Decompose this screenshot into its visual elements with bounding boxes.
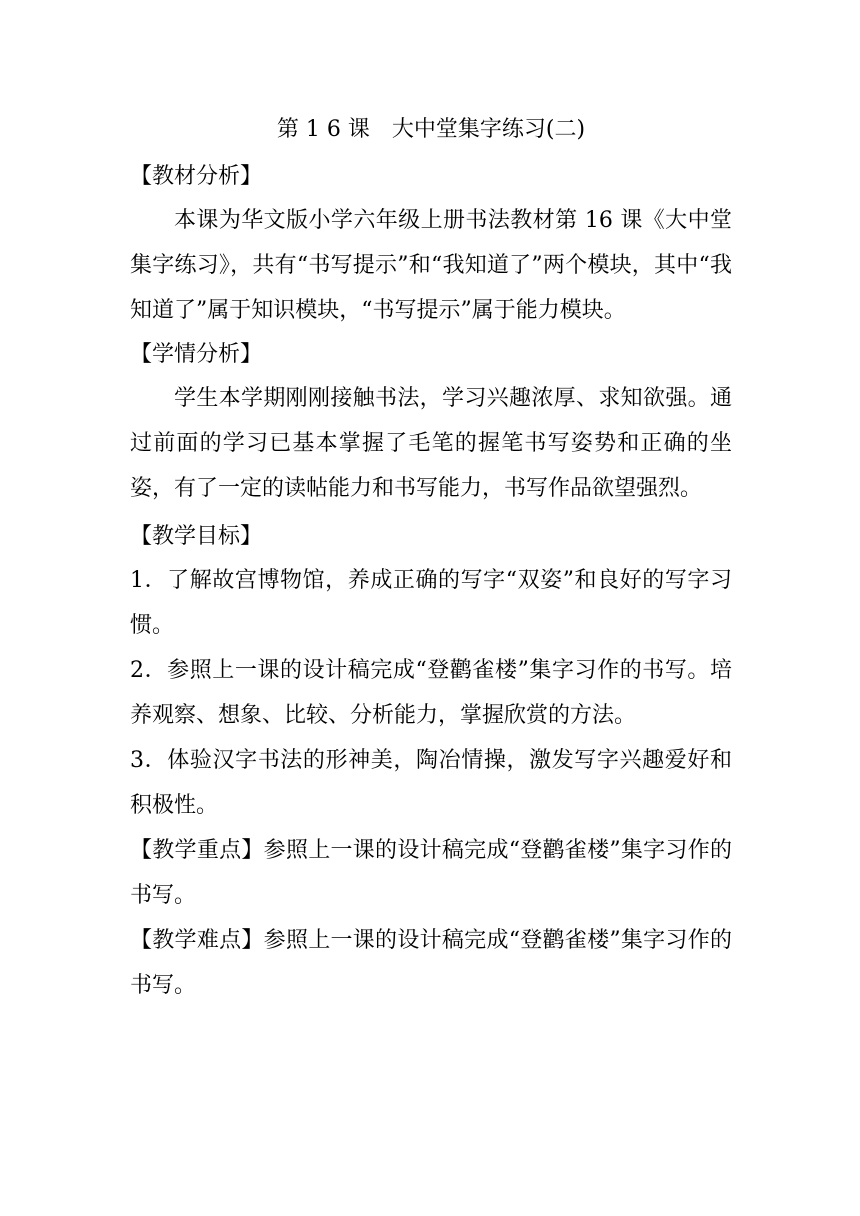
teaching-goals-heading: 【教学目标】 bbox=[130, 524, 263, 549]
difficulties-section bbox=[130, 918, 732, 1008]
key-points-heading: 【教学重点】 bbox=[130, 838, 264, 863]
key-points-body: 参照上一课的设计稿完成“登鹳雀楼”集字习作的书写。 bbox=[130, 838, 732, 908]
document-title: 第 1 6 课 大中堂集字练习(二) bbox=[276, 117, 586, 142]
teaching-goal-item: 1．了解故宫博物馆，养成正确的写字“双姿”和良好的写字习惯。 bbox=[130, 568, 732, 638]
key-points-section bbox=[130, 828, 732, 918]
textbook-analysis-body: 本课为华文版小学六年级上册书法教材第 16 课《大中堂集字练习》，共有“书写提示”和“我知道了”两个模块，其中“我知道了”属于知识模块，“书写提示”属于能力模块。 bbox=[130, 208, 732, 323]
teaching-goal-item: 2．参照上一课的设计稿完成“登鹳雀楼”集字习作的书写。培养观察、想象、比较、分析能力，掌握欣赏的方法。 bbox=[130, 658, 732, 728]
difficulties-heading: 【教学难点】 bbox=[130, 928, 264, 953]
textbook-analysis-heading: 【教材分析】 bbox=[130, 164, 263, 189]
student-analysis-body: 学生本学期刚刚接触书法，学习兴趣浓厚、求知欲强。通过前面的学习已基本掌握了毛笔的握笔书写姿势和正确的坐姿，有了一定的读帖能力和书写能力，书写作品欲望强烈。 bbox=[130, 386, 732, 501]
difficulties-body: 参照上一课的设计稿完成“登鹳雀楼”集字习作的书写。 bbox=[130, 928, 732, 998]
teaching-goal-item: 3．体验汉字书法的形神美，陶冶情操，激发写字兴趣爱好和积极性。 bbox=[130, 748, 732, 818]
student-analysis-heading: 【学情分析】 bbox=[130, 342, 263, 367]
document-page bbox=[130, 105, 732, 1008]
